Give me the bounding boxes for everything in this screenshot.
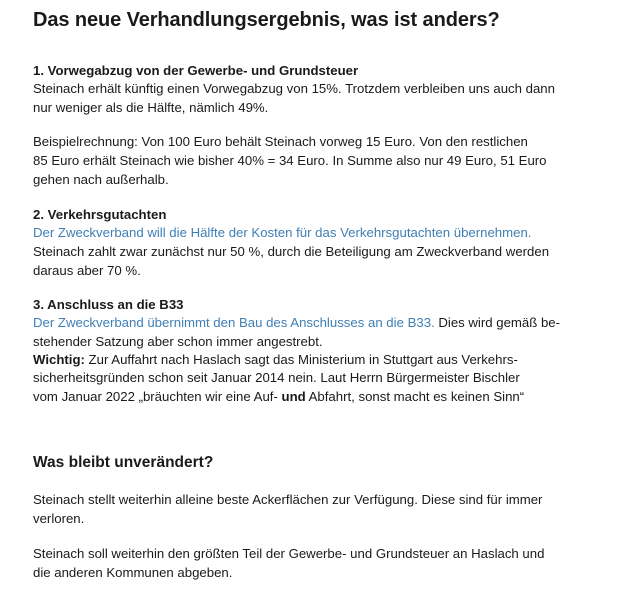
section-2-line-3: daraus aber 70 %.	[33, 263, 141, 278]
section-4-line-3: Steinach soll weiterhin den größten Teil der Gewerbe- und Grundsteuer an Haslach und	[33, 546, 545, 561]
section-2-line-2: Steinach zahlt zwar zunächst nur 50 %, durch die Beteiligung am Zweckverband werden	[33, 244, 550, 259]
section-3-line-2: stehender Satzung aber schon immer angestrebt.	[33, 334, 323, 349]
section-1-line-2: nur weniger als die Hälfte, nämlich 49%.	[33, 100, 269, 115]
section-3-line-3	[33, 351, 518, 368]
section-4-line-4: die anderen Kommunen abgeben.	[33, 565, 233, 580]
section-4-line-1: Steinach stellt weiterhin alleine beste Ackerflächen zur Verfügung. Diese sind für immer	[33, 492, 543, 507]
section-2-heading: 2. Verkehrsgutachten	[33, 207, 167, 222]
section-3-line-1-highlight: Der Zweckverband übernimmt den Bau des Anschlusses an die B33.	[33, 315, 435, 330]
section-1-heading: 1. Vorwegabzug von der Gewerbe- und Grundsteuer	[33, 63, 359, 78]
section-3-line-1-rest: Dies wird gemäß be-	[434, 315, 561, 330]
page-title: Das neue Verhandlungsergebnis, was ist anders?	[33, 9, 500, 31]
section-3-line-5	[33, 388, 524, 405]
section-1-line-1: Steinach erhält künftig einen Vorwegabzug von 15%. Trotzdem verbleiben uns auch dann	[33, 81, 555, 96]
section-3-line-4: sicherheitsgründen schon seit Januar 2014 nein. Laut Herrn Bürgermeister Bischler	[33, 370, 520, 385]
section-4-line-2: verloren.	[33, 511, 85, 526]
section-1-line-3: Beispielrechnung: Von 100 Euro behält Steinach vorweg 15 Euro. Von den restlichen	[33, 134, 528, 149]
section-3-line-3-rest: Zur Auffahrt nach Haslach sagt das Ministerium in Stuttgart aus Verkehrs-	[84, 352, 518, 367]
section-2-line-1: Der Zweckverband will die Hälfte der Kosten für das Verkehrsgutachten übernehmen.	[33, 225, 532, 240]
important-label: Wichtig:	[33, 352, 85, 367]
section-1-line-5: gehen nach außerhalb.	[33, 172, 169, 187]
quote-end: Abfahrt, sonst macht es keinen Sinn“	[305, 389, 525, 404]
section-3-line-1	[33, 314, 560, 331]
quote-start: vom Januar 2022 „bräuchten wir eine Auf-	[33, 389, 282, 404]
quote-bold-und: und	[281, 389, 306, 404]
section-1-line-4: 85 Euro erhält Steinach wie bisher 40% = 34 Euro. In Summe also nur 49 Euro, 51 Euro	[33, 153, 547, 168]
section-3-heading: 3. Anschluss an die B33	[33, 297, 184, 312]
section-4-heading: Was bleibt unverändert?	[33, 454, 214, 471]
